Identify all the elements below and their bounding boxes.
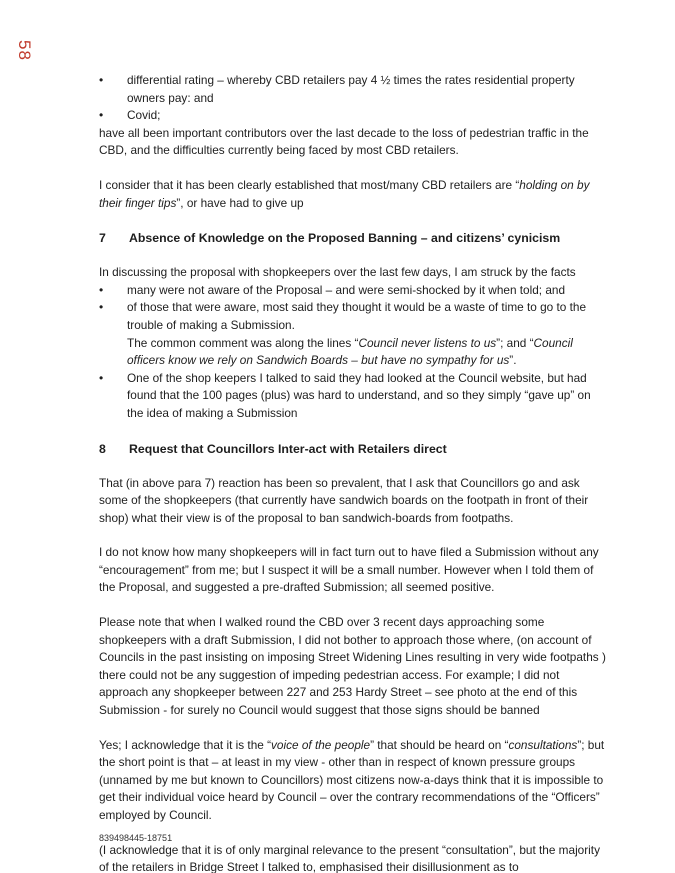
text-run: Yes; I acknowledge that it is the “ <box>99 737 272 752</box>
paragraph: In discussing the proposal with shopkeepers over the last few days, I am struck by the facts <box>99 265 576 280</box>
section-title: Request that Councillors Inter-act with Retailers direct <box>129 441 447 456</box>
list-item <box>99 370 609 423</box>
text-run: of those that were aware, most said they thought it would be a waste of time to go to the trouble of making a Submission. <box>127 300 587 332</box>
paragraph: I do not know how many shopkeepers will in fact turn out to have filed a Submission without any “encouragement” from me; but I suspect it will be a small number. However when I told them of the Proposal, and suggested a pre-drafted Submission; all seemed positive. <box>99 545 599 595</box>
section-number: 7 <box>99 231 106 246</box>
section-heading <box>99 229 609 247</box>
text-run: I consider that it has been clearly established that most/many CBD retailers are “ <box>99 177 520 192</box>
list-item-text: many were not aware of the Proposal – and were semi-shocked by it when told; and <box>127 282 566 297</box>
list-item-text: Covid; <box>127 108 161 123</box>
text-run: ”; and “ <box>496 335 534 350</box>
text-run: ”, or have had to give up <box>176 195 304 210</box>
section-number: 8 <box>99 441 106 456</box>
quote-text: holding on by their finger tips <box>99 177 590 210</box>
list-item <box>99 72 609 107</box>
quote-text: consultations <box>508 737 578 752</box>
document-id: 839498445-18751 <box>99 833 173 843</box>
document-body <box>99 72 609 873</box>
section-heading <box>99 440 609 458</box>
bullet-icon <box>99 282 127 300</box>
quote-text: Council officers know we rely on Sandwich Boards – but have no sympathy for us <box>127 335 573 368</box>
quote-text: Council never listens to us <box>358 335 497 350</box>
section-title: Absence of Knowledge on the Proposed Banning – and citizens’ cynicism <box>129 231 561 246</box>
bullet-icon <box>99 299 127 369</box>
text-run: ”. <box>509 353 517 368</box>
bullet-icon <box>99 370 127 423</box>
list-item-text <box>127 299 609 369</box>
text-run: The common comment was along the lines “ <box>127 335 359 350</box>
bullet-icon <box>99 107 127 125</box>
list-item <box>99 282 609 300</box>
paragraph: Please note that when I walked round the CBD over 3 recent days approaching some shopkeepers with a draft Submission, I did not bother to approach those where, (on account of Councils in the past insisting on imposing Street Widening Lines resulting in very wide footpaths ) there could not be any suggestion of impeding pedestrian access. For example; I did not approach any shopkeeper between 227 and 253 Hardy Street – see photo at the end of this Submission - for surely no Council would suggest that those signs should be banned <box>99 615 606 718</box>
text-run: ”; but the short point is that – at least in my view - other than in respect of known pressure groups (unnamed by me but known to Councillors) most citizens now-a-days think that it is impossible to get their individual voice heard by Council – over the contrary recommendations of the “Officers” employed by Council. <box>99 737 605 822</box>
paragraph: That (in above para 7) reaction has been so prevalent, that I ask that Councillors go and ask some of the shopkeepers (that currently have sandwich boards on the footpath in front of their shop) what their view is of the proposal to ban sandwich-boards from footpaths. <box>99 475 589 525</box>
list-item <box>99 299 609 369</box>
page-number: 58 <box>15 40 34 61</box>
list-item-text: differential rating – whereby CBD retailers pay 4 ½ times the rates residential property owners pay: and <box>127 73 575 105</box>
paragraph: have all been important contributors over the last decade to the loss of pedestrian traffic in the CBD, and the difficulties currently being faced by most CBD retailers. <box>99 125 589 158</box>
text-run: ” that should be heard on “ <box>370 737 509 752</box>
paragraph: (I acknowledge that it is of only marginal relevance to the present “consultation”, but the majority of the retailers in Bridge Street I talked to, emphasised their disillusionment as to <box>99 842 600 873</box>
list-item-text: One of the shop keepers I talked to said they had looked at the Council website, but had found that the 100 pages (plus) was hard to understand, and so they simply “gave up” on the idea of making a Submission <box>127 370 591 420</box>
quote-text: voice of the people <box>271 737 371 752</box>
bullet-icon <box>99 72 127 107</box>
paragraph <box>99 737 609 825</box>
paragraph <box>99 177 609 212</box>
list-item <box>99 107 609 125</box>
